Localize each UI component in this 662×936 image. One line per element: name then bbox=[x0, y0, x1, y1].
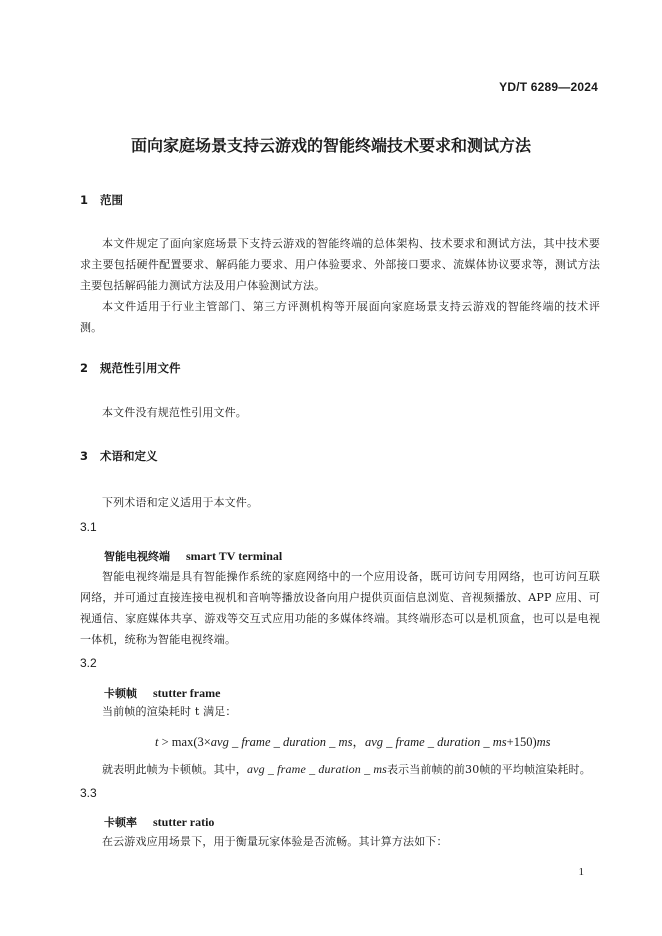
explanation-variable: avg _ frame _ duration _ ms bbox=[246, 762, 387, 776]
section-3-heading bbox=[80, 448, 158, 464]
section-1-heading bbox=[80, 192, 123, 208]
term-en: stutter frame bbox=[153, 686, 221, 700]
term-zh: 卡顿帧 bbox=[104, 687, 137, 700]
term-3-2-intro: 当前帧的渲染耗时 t 满足： bbox=[102, 705, 237, 718]
term-en: stutter ratio bbox=[153, 815, 215, 829]
term-3-3-definition: 在云游戏应用场景下，用于衡量玩家体验是否流畅。其计算方法如下： bbox=[102, 835, 448, 848]
section-title: 术语和定义 bbox=[100, 449, 158, 463]
scope-paragraph-1: 本文件规定了面向家庭场景下支持云游戏的智能终端的总体架构、技术要求和测试方法，其中技术要求主要包括硬件配置要求、解码能力要求、用户体验要求、外部接口要求、流媒体协议要求等，测试方法主要包括解码能力测试方法及用户体验测试方法。 bbox=[80, 237, 600, 292]
document-title: 面向家庭场景支持云游戏的智能终端技术要求和测试方法 bbox=[130, 136, 531, 155]
term-3-3-heading bbox=[104, 814, 214, 830]
term-number-3-1: 3.1 bbox=[80, 520, 97, 534]
page-number: 1 bbox=[578, 866, 584, 878]
standard-code: YD/T 6289—2024 bbox=[499, 80, 598, 94]
section-title: 规范性引用文件 bbox=[100, 361, 181, 375]
term-3-2-heading bbox=[104, 685, 220, 701]
scope-paragraph-2: 本文件适用于行业主管部门、第三方评测机构等开展面向家庭场景支持云游戏的智能终端的技术评测。 bbox=[80, 300, 600, 334]
explanation-suffix: 表示当前帧的前30帧的平均帧渲染耗时。 bbox=[387, 763, 591, 776]
term-en: smart TV terminal bbox=[186, 549, 283, 563]
formula-operator: > bbox=[161, 735, 169, 749]
term-3-1-heading bbox=[104, 548, 282, 564]
formula-arg-1: avg _ frame _ duration _ ms bbox=[210, 735, 353, 749]
terms-intro-paragraph: 下列术语和定义适用于本文件。 bbox=[102, 496, 259, 509]
term-number-3-2: 3.2 bbox=[80, 656, 97, 670]
term-zh: 卡顿率 bbox=[104, 816, 137, 829]
section-title: 范围 bbox=[100, 193, 123, 207]
formula-tail: +150) bbox=[506, 735, 537, 749]
term-zh: 智能电视终端 bbox=[104, 550, 170, 563]
section-number: 2 bbox=[80, 361, 89, 375]
formula-arg-2: avg _ frame _ duration _ ms bbox=[364, 735, 507, 749]
term-number-3-3: 3.3 bbox=[80, 786, 97, 800]
section-number: 3 bbox=[80, 449, 89, 463]
term-3-1-definition: 智能电视终端是具有智能操作系统的家庭网络中的一个应用设备，既可访问专用网络，也可访问互联网络，并可通过直接连接电视机和音响等播放设备向用户提供页面信息浏览、音视频播放、APP 应用、可视通信、家庭媒体共享、游戏等交互式应用功能的多媒体终端。其终端形态可以是机顶盒，也可以是电视一体机，统称为智能电视终端。 bbox=[80, 570, 600, 646]
stutter-frame-formula bbox=[155, 732, 551, 750]
formula-unit: ms bbox=[536, 735, 551, 749]
formula-function: max(3× bbox=[171, 735, 211, 749]
formula-lhs: t bbox=[155, 735, 159, 749]
explanation-prefix: 就表明此帧为卡顿帧。其中， bbox=[102, 763, 247, 776]
section-2-heading bbox=[80, 360, 181, 376]
normative-references-paragraph: 本文件没有规范性引用文件。 bbox=[102, 406, 247, 419]
section-number: 1 bbox=[80, 193, 89, 207]
formula-separator: ， bbox=[352, 735, 365, 749]
term-3-2-explanation bbox=[80, 759, 600, 780]
